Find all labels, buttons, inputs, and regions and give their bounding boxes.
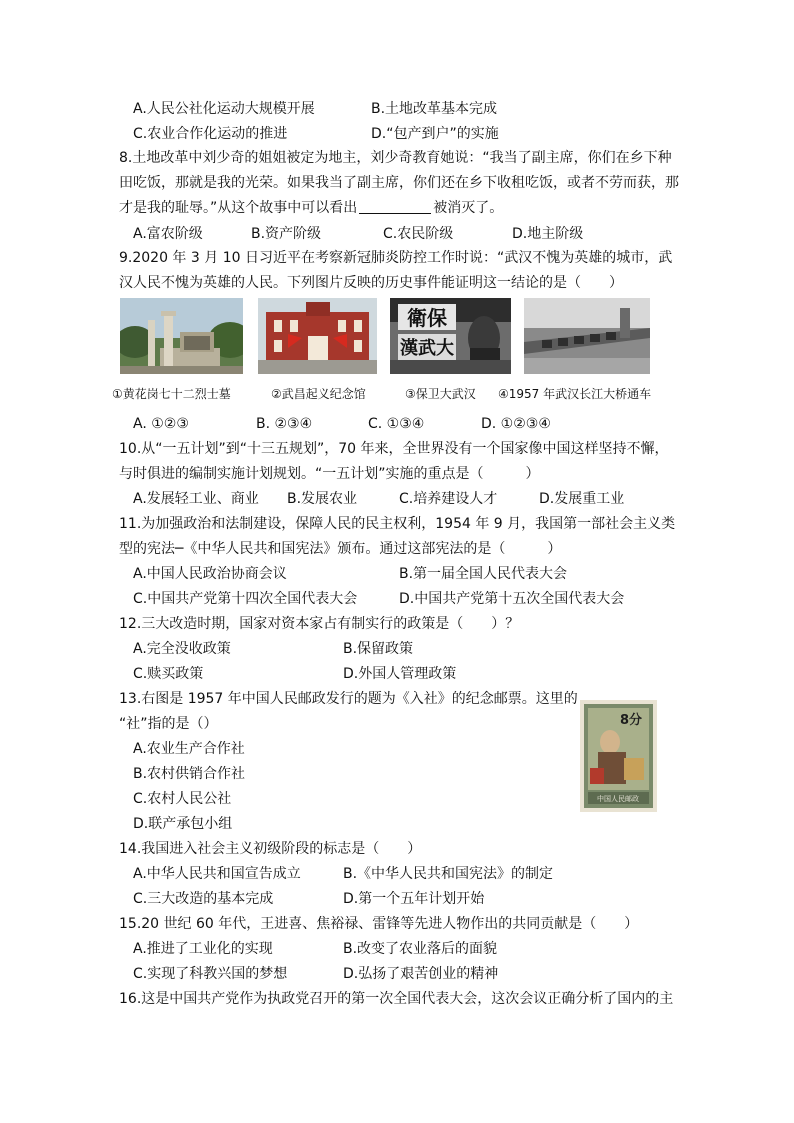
q16-stem: 16.这是中国共产党作为执政党召开的第一次全国代表大会，这次会议正确分析了国内的主 <box>119 991 674 1007</box>
q10-option-c[interactable]: C.培养建设人才 <box>399 491 498 507</box>
q8-blank[interactable] <box>359 199 431 214</box>
photo-caption-2: ②武昌起义纪念馆 <box>271 387 366 401</box>
q7-option-a[interactable]: A.人民公社化运动大规模开展 <box>133 101 315 117</box>
q14-option-a[interactable]: A.中华人民共和国宣告成立 <box>133 866 301 882</box>
q8-option-d[interactable]: D.地主阶级 <box>512 226 584 242</box>
q14-option-c[interactable]: C.三大改造的基本完成 <box>133 891 274 907</box>
q11-stem: 11.为加强政治和法制建设，保障人民的民主权利，1954 年 9 月，我国第一部社会主义类型的宪法─《中华人民共和国宪法》颁布。通过这部宪法的是（ ） <box>119 516 676 557</box>
q7-option-b[interactable]: B.土地改革基本完成 <box>371 101 498 117</box>
q11-option-b[interactable]: B.第一届全国人民代表大会 <box>399 566 568 582</box>
q15-stem: 15.20 世纪 60 年代，王进喜、焦裕禄、雷锋等先进人物作出的共同贡献是（ ） <box>119 916 639 932</box>
q11-option-c[interactable]: C.中国共产党第十四次全国代表大会 <box>133 591 358 607</box>
q15-option-b[interactable]: B.改变了农业落后的面貌 <box>343 941 498 957</box>
photo-huanghuagang-tomb <box>120 298 243 374</box>
stamp-value: 8分 <box>619 713 642 728</box>
q12-option-b[interactable]: B.保留政策 <box>343 641 414 657</box>
q13-option-b[interactable]: B.农村供销合作社 <box>133 766 246 782</box>
q9-option-b[interactable]: B. ②③④ <box>256 416 313 432</box>
photo-wuchang-memorial <box>258 298 377 374</box>
q15-option-d[interactable]: D.弘扬了艰苦创业的精神 <box>343 966 499 982</box>
photo-caption-1: ①黄花岗七十二烈士墓 <box>112 387 231 401</box>
q10-option-b[interactable]: B.发展农业 <box>287 491 358 507</box>
q13-option-a[interactable]: A.农业生产合作社 <box>133 741 245 757</box>
photo-yangtze-bridge <box>524 298 650 374</box>
q11-option-d[interactable]: D.中国共产党第十五次全国代表大会 <box>399 591 625 607</box>
stamp-image <box>580 700 657 812</box>
q10-option-a[interactable]: A.发展轻工业、商业 <box>133 491 259 507</box>
q12-stem: 12.三大改造时期，国家对资本家占有制实行的政策是（ ）？ <box>119 616 520 632</box>
q8-option-c[interactable]: C.农民阶级 <box>383 226 454 242</box>
q13-stem-line1: 13.右图是 1957 年中国人民邮政发行的题为《入社》的纪念邮票。这里的 <box>119 691 578 707</box>
q14-stem: 14.我国进入社会主义初级阶段的标志是（ ） <box>119 841 422 857</box>
q12-option-a[interactable]: A.完全没收政策 <box>133 641 231 657</box>
q9-option-d[interactable]: D. ①②③④ <box>481 416 551 432</box>
q12-option-c[interactable]: C.赎买政策 <box>133 666 204 682</box>
q15-option-a[interactable]: A.推进了工业化的实现 <box>133 941 273 957</box>
q13-option-c[interactable]: C.农村人民公社 <box>133 791 232 807</box>
q15-option-c[interactable]: C.实现了科教兴国的梦想 <box>133 966 288 982</box>
q12-option-d[interactable]: D.外国人管理政策 <box>343 666 457 682</box>
stamp-issuer: 中国人民邮政 <box>597 795 639 803</box>
sign-top-text: 衛保 <box>407 306 447 330</box>
q13-stem-line2: “社”指的是（） <box>119 716 218 732</box>
q11-option-a[interactable]: A.中国人民政治协商会议 <box>133 566 287 582</box>
q14-option-d[interactable]: D.第一个五年计划开始 <box>343 891 485 907</box>
q13-option-d[interactable]: D.联产承包小组 <box>133 816 233 832</box>
photo-caption-3: ③保卫大武汉 <box>405 387 476 401</box>
q10-option-d[interactable]: D.发展重工业 <box>539 491 625 507</box>
photo-caption-4: ④1957 年武汉长江大桥通车 <box>498 387 652 401</box>
q8-stem-part2: 被消灭了。 <box>433 200 504 216</box>
q8-stem-part1: 8.土地改革中刘少奇的姐姐被定为地主，刘少奇教育她说：“我当了副主席，你们在乡下种田吃饭，那就是我的光荣。如果我当了副主席，你们还在乡下收租吃饭，或者不劳而获，那才是我的耻辱。”从这个故事中可以看出 <box>119 150 679 216</box>
q9-option-c[interactable]: C. ①③④ <box>368 416 425 432</box>
photo-defend-wuhan <box>390 298 511 374</box>
q7-option-d[interactable]: D.“包产到户”的实施 <box>371 126 499 142</box>
q14-option-b[interactable]: B.《中华人民共和国宪法》的制定 <box>343 866 554 882</box>
q9-option-a[interactable]: A. ①②③ <box>133 416 189 432</box>
q8-option-a[interactable]: A.富农阶级 <box>133 226 203 242</box>
sign-bottom-text: 漢武大 <box>400 338 454 359</box>
q8-option-b[interactable]: B.资产阶级 <box>251 226 322 242</box>
q10-stem: 10.从“一五计划”到“十三五规划”，70 年来，全世界没有一个国家像中国这样坚持不懈，与时俱进的编制实施计划规划。“一五计划”实施的重点是（ ） <box>119 441 669 482</box>
q7-option-c[interactable]: C.农业合作化运动的推进 <box>133 126 288 142</box>
q9-stem: 9.2020 年 3 月 10 日习近平在考察新冠肺炎防控工作时说：“武汉不愧为英雄的城市，武汉人民不愧为英雄的人民。下列图片反映的历史事件能证明这一结论的是（ ） <box>119 250 673 291</box>
q8-stem <box>119 146 679 221</box>
